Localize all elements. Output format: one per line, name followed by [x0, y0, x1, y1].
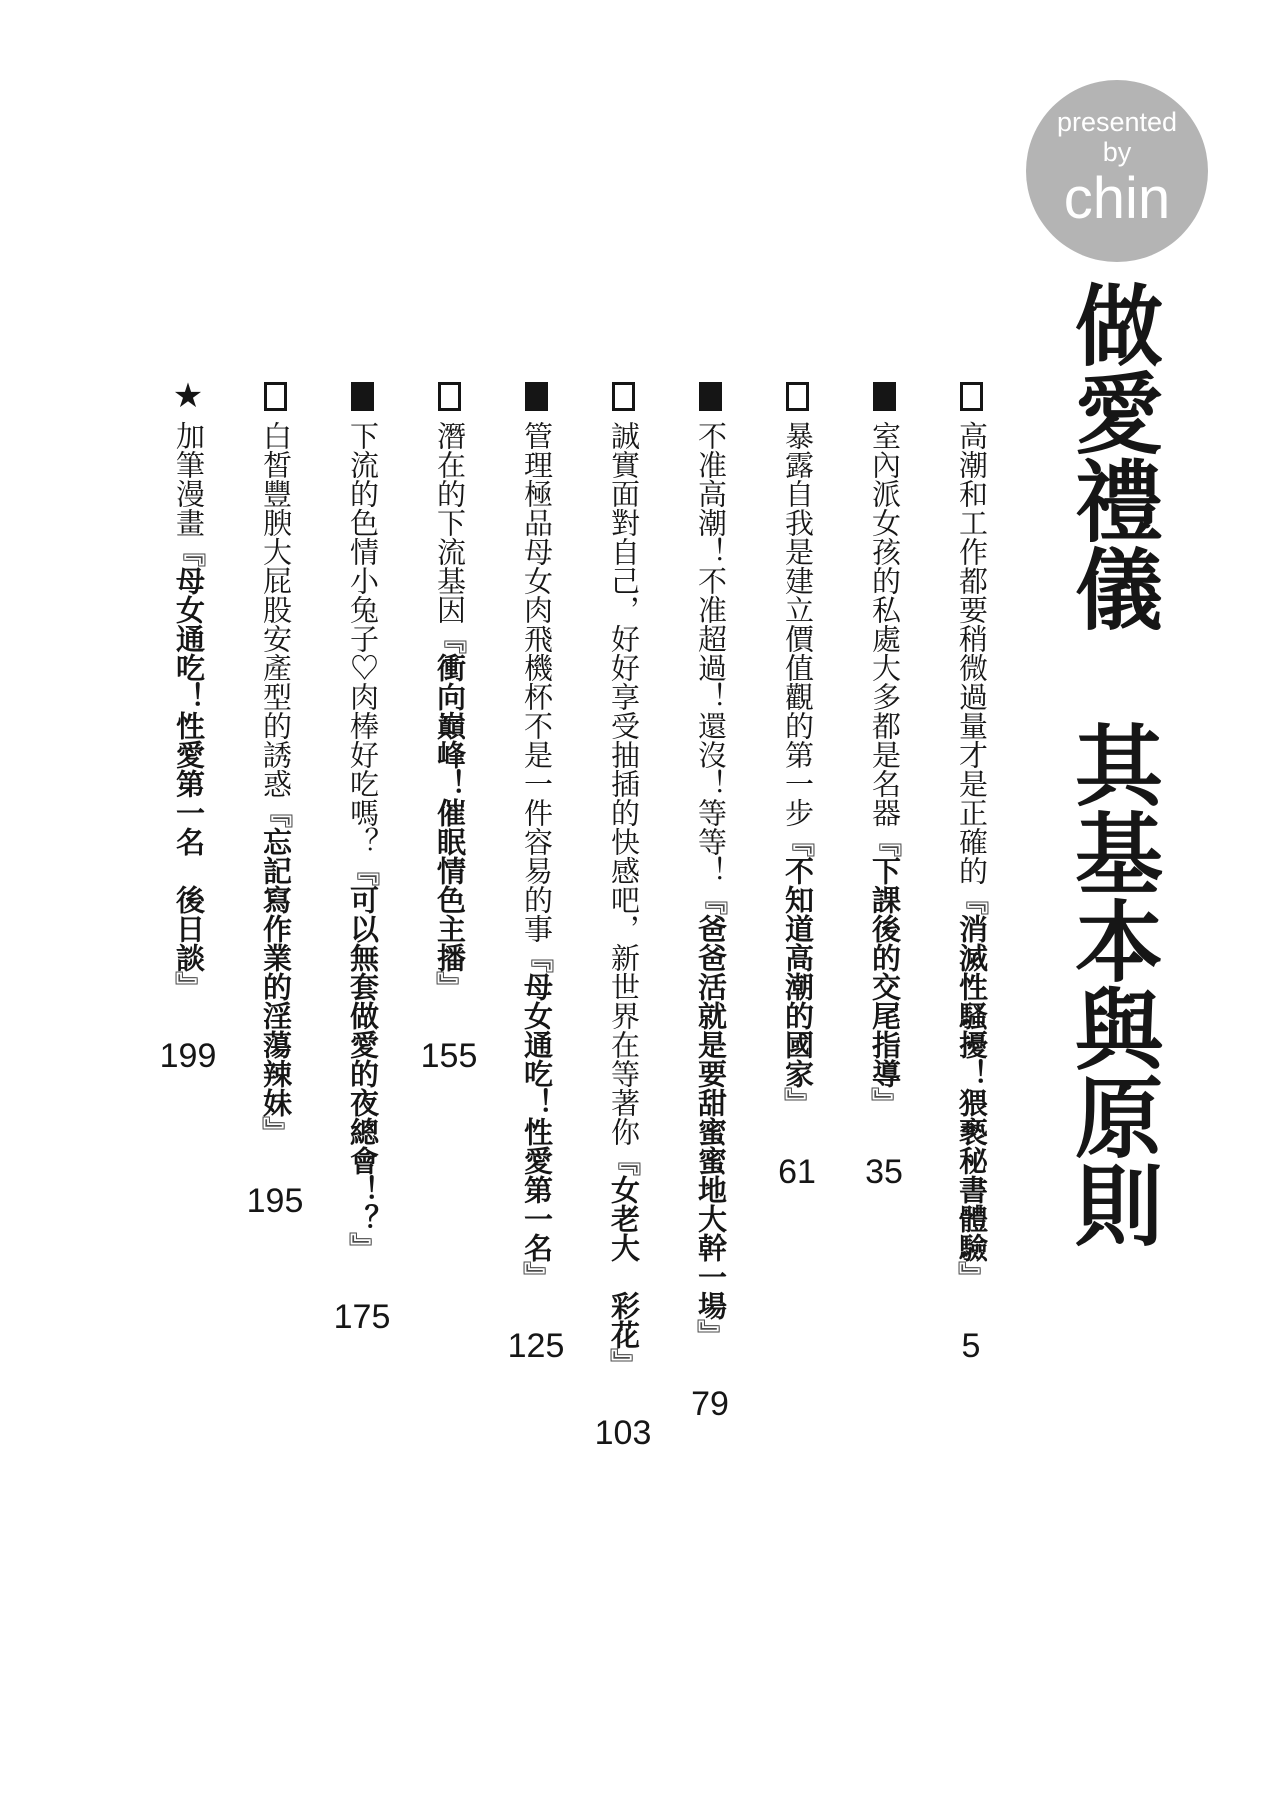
entry-title: 忘記寫作業的淫蕩辣妹	[259, 827, 291, 1117]
bracket-open: 『	[520, 943, 552, 972]
entry-text	[255, 421, 295, 1146]
star-icon: ★	[172, 377, 204, 415]
entry-title: 母女通吃！性愛第一名 後日談	[172, 566, 204, 972]
entry-text	[603, 421, 643, 1378]
entry-title: 消滅性騷擾！猥褻秘書體驗	[955, 914, 987, 1262]
bracket-open: 『	[346, 856, 378, 885]
entry-marker	[438, 378, 461, 414]
toc-entry	[777, 378, 817, 1808]
bracket-close: 』	[694, 1320, 726, 1349]
entry-page-number: 199	[159, 1037, 217, 1075]
entry-description: 暴露自我是建立價值觀的第一步	[781, 421, 813, 827]
entry-description: 潛在的下流基因	[433, 421, 465, 624]
entry-text	[516, 421, 556, 1291]
open-square-icon	[438, 382, 461, 411]
entry-page-number: 61	[778, 1153, 816, 1191]
entry-page-number: 5	[961, 1327, 981, 1365]
toc-entry	[594, 378, 652, 1808]
badge-by-text: by	[1102, 137, 1132, 167]
badge-publisher-name: chin	[1063, 166, 1171, 231]
bracket-close: 』	[955, 1262, 987, 1291]
entry-title: 女老大 彩花	[607, 1175, 639, 1349]
entry-title: 衝向巔峰！催眠情色主播	[433, 653, 465, 972]
entry-text	[690, 421, 730, 1349]
bracket-open: 『	[433, 624, 465, 653]
entry-text	[864, 421, 904, 1117]
bracket-close: 』	[520, 1262, 552, 1291]
entry-page-number: 175	[333, 1298, 391, 1336]
entry-page-number: 155	[420, 1037, 478, 1075]
bracket-close: 』	[781, 1088, 813, 1117]
toc-entries	[159, 377, 991, 1808]
bracket-open: 『	[694, 885, 726, 914]
open-square-icon	[264, 382, 287, 411]
publisher-badge	[1026, 80, 1208, 262]
toc-entry	[333, 378, 391, 1808]
toc-entry	[507, 378, 565, 1808]
bracket-close: 』	[259, 1117, 291, 1146]
entry-page-number: 79	[691, 1385, 729, 1423]
toc-entry	[246, 378, 304, 1808]
entry-marker	[873, 378, 896, 414]
entry-text	[429, 421, 469, 1001]
toc-entry	[420, 378, 478, 1808]
entry-description: 下流的色情小兔子♡肉棒好吃嗎？	[346, 421, 378, 856]
entry-marker	[699, 378, 722, 414]
bracket-open: 『	[259, 798, 291, 827]
filled-square-icon	[525, 382, 548, 411]
bracket-open: 『	[607, 1146, 639, 1175]
filled-square-icon	[699, 382, 722, 411]
entry-marker	[960, 378, 983, 414]
bracket-open: 『	[955, 885, 987, 914]
entry-marker	[264, 378, 287, 414]
bracket-close: 』	[346, 1233, 378, 1262]
entry-page-number: 103	[594, 1414, 652, 1452]
entry-text	[777, 421, 817, 1117]
entry-text	[951, 421, 991, 1291]
entry-description: 加筆漫畫	[172, 421, 204, 537]
bracket-close: 』	[433, 972, 465, 1001]
entry-marker	[351, 378, 374, 414]
entry-marker	[173, 378, 203, 414]
open-square-icon	[786, 382, 809, 411]
filled-square-icon	[873, 382, 896, 411]
bracket-close: 』	[868, 1088, 900, 1117]
entry-text	[342, 421, 382, 1262]
entry-page-number: 125	[507, 1327, 565, 1365]
entry-marker	[612, 378, 635, 414]
bracket-open: 『	[868, 827, 900, 856]
toc-entry	[864, 378, 904, 1808]
toc-entry	[690, 378, 730, 1808]
entry-title: 爸爸活就是要甜蜜蜜地大幹一場	[694, 914, 726, 1320]
bracket-open: 『	[172, 537, 204, 566]
entry-description: 高潮和工作都要稍微過量才是正確的	[955, 421, 987, 885]
entry-page-number: 195	[246, 1182, 304, 1220]
entry-description: 誠實面對自己，好好享受抽插的快感吧，新世界在等著你	[607, 421, 639, 1146]
bracket-close: 』	[607, 1349, 639, 1378]
entry-description: 管理極品母女肉飛機杯不是一件容易的事	[520, 421, 552, 943]
entry-page-number: 35	[865, 1153, 903, 1191]
toc-entry	[951, 378, 991, 1808]
open-square-icon	[612, 382, 635, 411]
entry-title: 母女通吃！性愛第一名	[520, 972, 552, 1262]
entry-title: 下課後的交尾指導	[868, 856, 900, 1088]
entry-marker	[525, 378, 548, 414]
bracket-open: 『	[781, 827, 813, 856]
entry-title: 可以無套做愛的夜總會！？	[346, 885, 378, 1233]
entry-description: 不准高潮！不准超過！還沒！等等！	[694, 421, 726, 885]
toc-entry	[159, 377, 217, 1808]
entry-description: 白皙豐腴大屁股安產型的誘惑	[259, 421, 291, 798]
badge-presented-text: presented	[1056, 107, 1178, 137]
entry-marker	[786, 378, 809, 414]
entry-text	[168, 421, 208, 1001]
filled-square-icon	[351, 382, 374, 411]
entry-title: 不知道高潮的國家	[781, 856, 813, 1088]
page-title: 做愛禮儀 其基本與原則	[1062, 280, 1159, 1248]
open-square-icon	[960, 382, 983, 411]
bracket-close: 』	[172, 972, 204, 1001]
entry-description: 室內派女孩的私處大多都是名器	[868, 421, 900, 827]
